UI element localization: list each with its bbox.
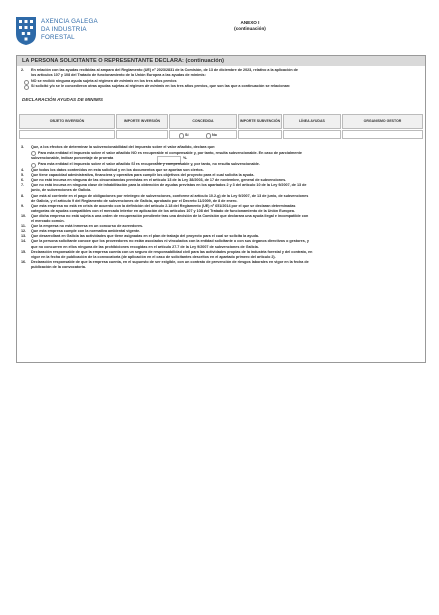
list-item: de Galicia, y el artículo 9 del Reglamento de subvenciones de Galicia, aprobado por el Decreto 11/2009, de 8 de enero. [31,198,238,203]
list-item: Que esta empresa cumple con la normativa ambiental vigente. [31,229,141,234]
item-2-line-1: En relación con las ayudas recibidas al amparo del Reglamento (UE) nº 2023/2831 de la Comisión, de 13 de diciembre de 2023, relativo a la aplicación de [31,68,298,72]
section-header [17,56,425,66]
item-number: 10. [21,213,27,218]
list-item: Que no está incursa en ninguna clase de inhabilitación para la obtención de ayudas previstas en los apartados 2 y 3 del artículo 10 de la Ley 9/2007, de 13 de [31,183,307,188]
list-item: Que tiene capacidad administrativa, financiera y operativa para cumplir los objetivos del proyecto para el cual solicita la ayuda. [31,173,255,178]
list-item: Que está al corriente en el pago de obligaciones por reintegro de subvenciones, conforme al artículo 10.2.g) de la Ley 9/2007, de 13 de junio, de subvenciones [31,193,309,198]
list-item: categorías de ayudas compatibles con el mercado interior en aplicación de los artículos 107 y 108 del Tratado de funcionamiento de la Unión Europea. [31,208,295,213]
item-number: 14. [21,239,27,244]
item-3-option-2: Para esta entidad el impuesto sobre el valor añadido SÍ es recuperable y compensable y, por tanto, no resulta subvencionable. [38,162,260,166]
concedida-si-radio[interactable] [179,133,184,138]
annex-title: ANEXO I [240,20,260,25]
importe-inversion-input[interactable] [116,130,168,139]
item-number: 9. [21,203,25,208]
list-item: Que desarrollará en Galicia las actividades que tiene asignadas en el plan de trabajo del proyecto para el cual se solicita la ayuda. [31,234,259,239]
item-number: 5. [21,173,25,178]
col-header-concedida: CONCEDIDA [169,114,237,129]
item-3-intro: Que, a los efectos de determinar la subvencionabilidad del impuesto sobre el valor añadido, declara que: [31,145,216,149]
col-header-organismo-gestor: ORGANISMO GESTOR [342,114,423,129]
item-3-number: 3. [21,145,25,149]
item-number: 12. [21,229,27,234]
annex-heading [195,20,305,32]
col-header-importe-inversion: IMPORTE INVERSIÓN [116,114,168,129]
list-item: Que esta empresa no está en crisis de acuerdo con la definición del artículo 2.18 del Reglamento (UE) nº 651/2014 por el que se declaran determinadas [31,203,296,208]
item-3-option-1-line-1: Para esta entidad el impuesto sobre el valor añadido NO es recuperable ni compensable y, por tanto, resulta subvencionable. En caso de parcialmente [38,150,302,155]
item-3-option-1-line-2: subvencionable, indicar porcentaje de prorrata [31,156,114,160]
col-header-objeto: OBJETO INVERSIÓN [19,114,115,129]
galicia-emblem-icon [15,16,37,46]
list-item: Declaración responsable de que la empresa cuenta con un seguro de responsabilidad civil para las actividades propias de la industria forestal y del contrato, en [31,249,313,254]
list-item: Que dicha empresa no está sujeta a una orden de recuperación pendiente tras una decisión de la Comisión que declarara una ayuda ilegal e incompatible con [31,213,309,218]
list-item: Que no está incursa en ninguna de las circunstancias previstas en el artículo 13 de la Ley 38/2003, de 17 de noviembre, general de subvenciones. [31,178,287,183]
table-header-row [19,114,423,129]
col-header-importe-subvencion: IMPORTE SUBVENCIÓN [238,114,282,129]
item-number: 4. [21,168,25,172]
list-item: Que todos los datos contenidos en esta solicitud y en los documentos que se aportan son ciertos. [31,168,204,172]
section-title: LA PERSONA SOLICITANTE O REPRESENTANTE DECLARA: (continuación) [22,57,224,64]
item-number: 11. [21,224,26,229]
item-number: 7. [21,183,25,188]
item-number: 13. [21,234,27,239]
item-number: 16. [21,259,27,264]
yes-minimis-radio[interactable] [24,85,29,90]
agency-name: AXENCIA GALEGA DA INDUSTRIA FORESTAL [41,18,98,42]
item-2-option-1: NO se recibió ninguna ayuda sujeta al régimen de minimis en los tres años previos [31,78,177,83]
list-item: Que la empresa no está inmersa en un concurso de acreedores. [31,224,144,229]
declaration-title: DECLARACIÓN AYUDAS DE MINIMIS [22,97,103,102]
objeto-input[interactable] [19,130,115,139]
annex-subtitle: (continuación) [234,26,266,31]
concedida-no-label: No [212,132,217,137]
list-item: publicación de la convocatoria. [31,264,86,269]
item-2-number: 2. [21,68,25,72]
item-2-option-2: Sí solicitó y/o se le concedieron otras ayudas sujetas al régimen de minimis en los tres años previos, que son las que a continuación se relacionan: [31,84,291,88]
list-item: vigor en la fecha de publicación de la convocatoria (de aplicación en el caso de solicitantes descritos en el apartado primero del artículo 2). [31,254,276,259]
percent-sign: %. [183,156,188,160]
item-number: 6. [21,178,25,183]
item-number: 8. [21,193,25,198]
list-item: Declaración responsable de que la empresa cuenta, en el supuesto de ser exigible, con un contrato de prevención de riesgos laborales en vigor en la fecha de [31,259,309,264]
list-item: junio, de subvenciones de Galicia. [31,188,92,193]
list-item: el mercado común. [31,219,65,223]
organismo-gestor-input[interactable] [342,130,423,139]
declaration-section [16,55,426,363]
col-header-linea-ayudas: LÍNEA AYUDAS [283,114,341,129]
list-item: que no concurren en ellos ninguna de las prohibiciones recogidas en el artículo 27.7 de la Ley 9/2007 de subvenciones de Galicia. [31,244,259,249]
item-number: 15. [21,249,27,254]
linea-ayudas-input[interactable] [283,130,341,139]
importe-subvencion-input[interactable] [238,130,282,139]
concedida-cell [169,130,237,139]
concedida-si-label: Sí [185,132,189,137]
agency-logo [15,16,105,46]
concedida-no-radio[interactable] [206,133,211,138]
item-2-line-2: los artículos 107 y 108 del Tratado de funcionamiento de la Unión Europea a las ayudas de minimis: [31,73,206,77]
list-item: Que la persona solicitante conoce que los proveedores no están asociados ni vinculados con la entidad solicitante o con sus órganos directivos o gestores, y [31,239,309,244]
